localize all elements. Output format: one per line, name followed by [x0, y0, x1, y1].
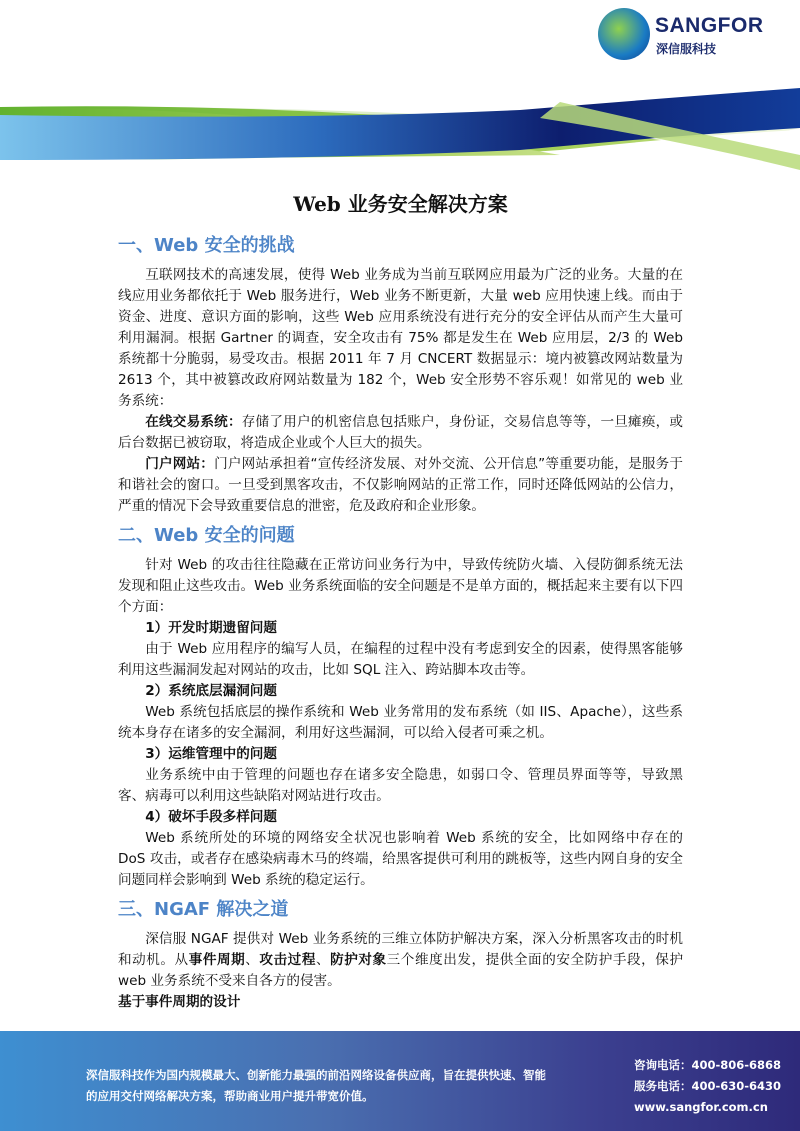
paragraph	[118, 929, 683, 992]
footer-line: 深信服科技作为国内规模最大、创新能力最强的前沿网络设备供应商，旨在提供快速、智能	[86, 1068, 546, 1082]
footer-line: 的应用交付网络解决方案，帮助商业用户提升带宽价值。	[86, 1089, 374, 1103]
logo-text-en: SANGFOR	[655, 14, 764, 37]
subheading: 2）系统底层漏洞问题	[145, 683, 277, 699]
service-phone: 服务电话：400-630-6430	[634, 1079, 782, 1093]
section-heading-challenges: 一、Web 安全的挑战	[118, 235, 295, 256]
paragraph: 由于 Web 应用程序的编写人员，在编程的过程中没有考虑到安全的因素，使得黑客能够利用这些漏洞发起对网站的攻击，比如 SQL 注入、跨站脚本攻击等。	[118, 641, 683, 678]
subheading: 基于事件周期的设计	[118, 994, 241, 1010]
document-title: Web 业务安全解决方案	[293, 192, 508, 216]
sangfor-logo	[598, 8, 768, 68]
footer-contact	[634, 1055, 781, 1118]
document-body	[118, 188, 683, 1013]
logo-globe-icon	[598, 8, 650, 60]
paragraph-online-trading	[118, 412, 683, 454]
paragraph-text: 门户网站承担着“宣传经济发展、对外交流、公开信息”等重要功能，是服务于和谐社会的窗口。一旦受到黑客攻击，不仅影响网站的正常工作，同时还降低网站的公信力，严重的情况下会导致重要信息的泄密，危及政府和企业形象。	[118, 456, 683, 514]
footer-company-description	[86, 1065, 576, 1107]
text: 、	[245, 952, 260, 968]
paragraph: 针对 Web 的攻击往往隐藏在正常访问业务行为中，导致传统防火墙、入侵防御系统无法发现和阻止这些攻击。Web 业务系统面临的安全问题是不是单方面的，概括起来主要有以下四个方面：	[118, 557, 683, 615]
logo-text-cn: 深信服科技	[656, 42, 717, 56]
term: 事件周期	[188, 952, 246, 968]
subheading: 1）开发时期遗留问题	[145, 620, 277, 636]
text: 三个维度出发，提供全面的安全防护手段，保护 web 业务系统不受来自各方的侵害。	[118, 952, 684, 989]
paragraph: 互联网技术的高速发展，使得 Web 业务成为当前互联网应用最为广泛的业务。大量的在线应用业务都依托于 Web 服务进行，Web 业务不断更新，大量 web 应用快速上线。而由于资金、进度、意识方面的影响，这些 Web 应用系统没有进行充分的安全评估从而产生大量可利用漏洞。根据 Gartner 的调查，安全攻击有 75% 都是发生在 Web 应用层，2/3 的 Web 系统都十分脆弱，易受攻击。根据 2011 年 7 月 CNCERT 数据显示：境内被篡改网站数量为 2613 个，其中被篡改政府网站数量为 182 个，Web 安全形势不容乐观！如常见的 web 业务系统：	[118, 267, 683, 409]
subheading: 4）破坏手段多样问题	[145, 809, 277, 825]
paragraph-portal	[118, 454, 683, 517]
paragraph: Web 系统所处的环境的网络安全状况也影响着 Web 系统的安全，比如网络中存在的 DoS 攻击，或者存在感染病毒木马的终端，给黑客提供可利用的跳板等，这些内网自身的安全问题同样会影响到 Web 系统的稳定运行。	[118, 830, 683, 888]
consult-phone: 咨询电话：400-806-6868	[634, 1058, 782, 1072]
term-label: 门户网站：	[145, 456, 215, 472]
website-link[interactable]: www.sangfor.com.cn	[634, 1100, 768, 1114]
text: 深信服 NGAF 提供对 Web 业务系统的三维立体防护解决方案，深入分析黑客攻击的时机和动机。从	[118, 931, 683, 968]
subheading: 3）运维管理中的问题	[145, 746, 277, 762]
term: 防护对象	[330, 952, 387, 968]
paragraph: 业务系统中由于管理的问题也存在诸多安全隐患，如弱口令、管理员界面等等，导致黑客、病毒可以利用这些缺陷对网站进行攻击。	[118, 767, 683, 804]
footer-band	[0, 1031, 800, 1131]
text: 、	[315, 952, 331, 968]
paragraph-text: 存储了用户的机密信息包括账户，身份证，交易信息等等，一旦瘫痪，或后台数据已被窃取，将造成企业或个人巨大的损失。	[118, 414, 684, 451]
section-heading-problems: 二、Web 安全的问题	[118, 525, 295, 546]
term: 攻击过程	[259, 952, 316, 968]
section-heading-ngaf: 三、NGAF 解决之道	[118, 899, 289, 920]
paragraph: Web 系统包括底层的操作系统和 Web 业务常用的发布系统（如 IIS、Apache），这些系统本身存在诸多的安全漏洞，利用好这些漏洞，可以给入侵者可乘之机。	[118, 704, 683, 741]
term-label: 在线交易系统：	[145, 414, 242, 430]
